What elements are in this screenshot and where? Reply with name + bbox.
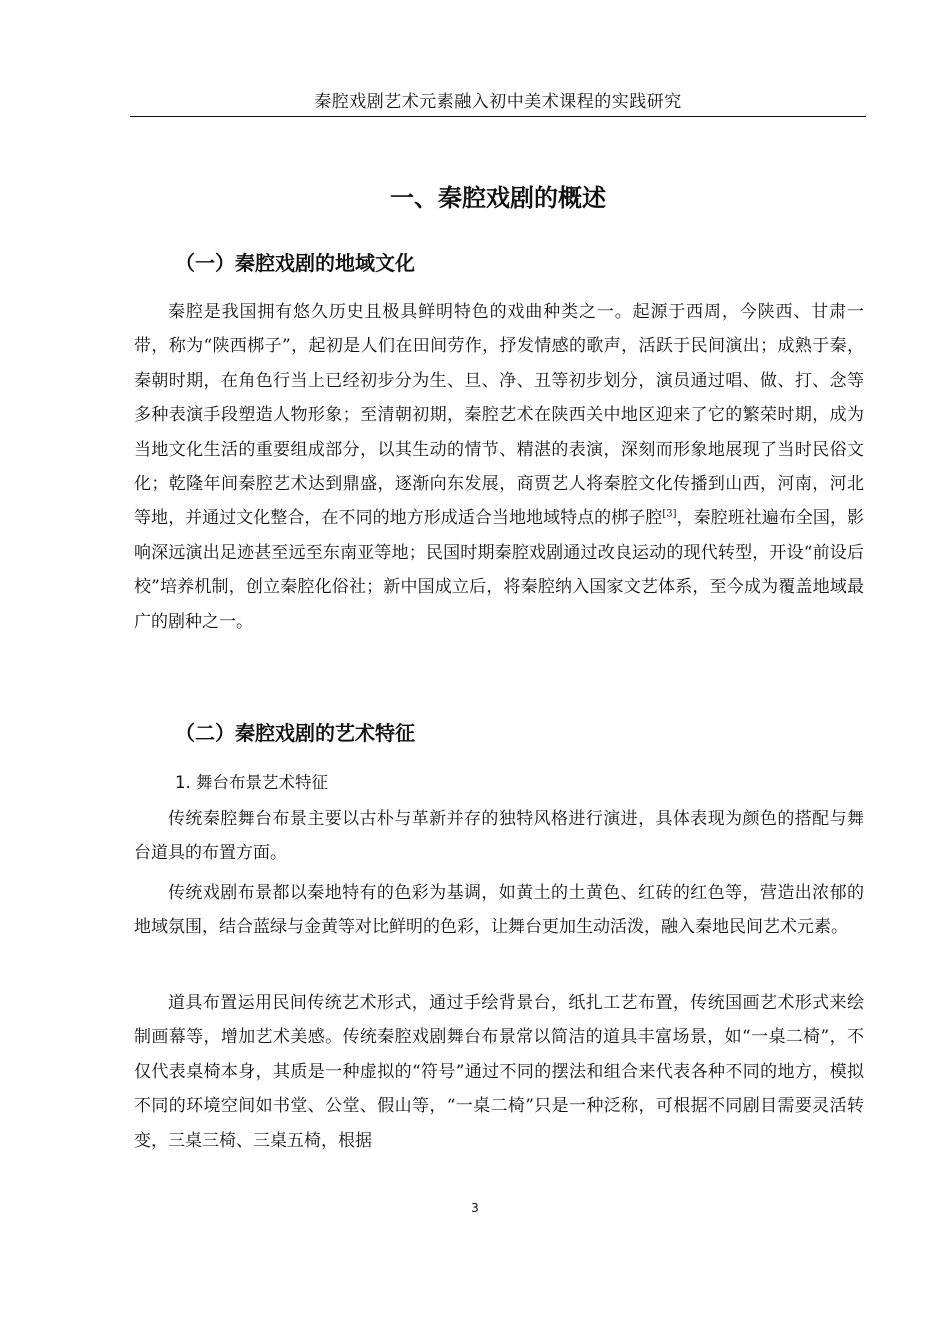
paragraph-stage-scenery-intro: 传统秦腔舞台布景主要以古朴与革新并存的独特风格进行演进，具体表现为颜色的搭配与舞台道具的布置方面。 <box>134 809 864 864</box>
paragraph-text: 秦腔是我国拥有悠久历史且极具鲜明特色的戏曲种类之一。起源于西周，今陕西、甘肃一带，称为“陕西梆子”，起初是人们在田间劳作，抒发情感的歌声，活跃于民间演出；成熟于秦，秦朝时期，在角色行当上已经初步分为生、旦、净、丑等初步划分，演员通过唱、做、打、念等多种表演手段塑造人物形象；至清朝初期，秦腔艺术在陕西关中地区迎来了它的繁荣时期，成为当地文化生活的重要组成部分，以其生动的情节、精湛的表演，深刻而形象地展现了当时民俗文化；乾隆年间秦腔艺术达到鼎盛，逐渐向东发展，商贾艺人将秦腔文化传播到山西，河南，河北等地，并通过文化整合，在不同的地方形成适合当地地域特点的梆子腔 <box>134 302 864 529</box>
page-number: 3 <box>471 1201 479 1215</box>
chapter-title: 一、秦腔戏剧的概述 <box>390 184 606 212</box>
paragraph-stage-props: 道具布置运用民间传统艺术形式，通过手绘背景台，纸扎工艺布置，传统国画艺术形式来绘制画幕等，增加艺术美感。传统秦腔戏剧舞台布景常以简洁的道具丰富场景，如“一桌二椅”，不仅代表桌椅本身，其质是一种虚拟的“符号”通过不同的摆法和组合来代表各种不同的地方，模拟不同的环境空间如书堂、公堂、假山等，“一桌二椅”只是一种泛称，可根据不同剧目需要灵活转变，三桌三椅、三桌五椅，根据 <box>134 993 864 1151</box>
citation-marker: [3] <box>662 508 677 520</box>
header-rule <box>130 116 866 117</box>
paragraph-stage-colors: 传统戏剧布景都以秦地特有的色彩为基调，如黄土的土黄色、红砖的红色等，营造出浓郁的地域氛围，结合蓝绿与金黄等对比鲜明的色彩，让舞台更加生动活泼，融入秦地民间艺术元素。 <box>134 883 864 938</box>
running-header: 秦腔戏剧艺术元素融入初中美术课程的实践研究 <box>314 92 682 112</box>
section-title-regional-culture: （一）秦腔戏剧的地域文化 <box>175 251 415 275</box>
section-title-artistic-features: （二）秦腔戏剧的艺术特征 <box>175 721 415 745</box>
paragraph-text: ，秦腔班社遍布全国，影响深远演出足迹甚至远至东南亚等地；民国时期秦腔戏剧通过改良运动的现代转型，开设“前设后校”培养机制，创立秦腔化俗社；新中国成立后，将秦腔纳入国家文艺体系，至今成为覆盖地域最广的剧种之一。 <box>134 508 865 632</box>
subsection-title-stage-scenery: 1. 舞台布景艺术特征 <box>175 773 328 792</box>
paragraph-regional-culture <box>134 295 864 639</box>
